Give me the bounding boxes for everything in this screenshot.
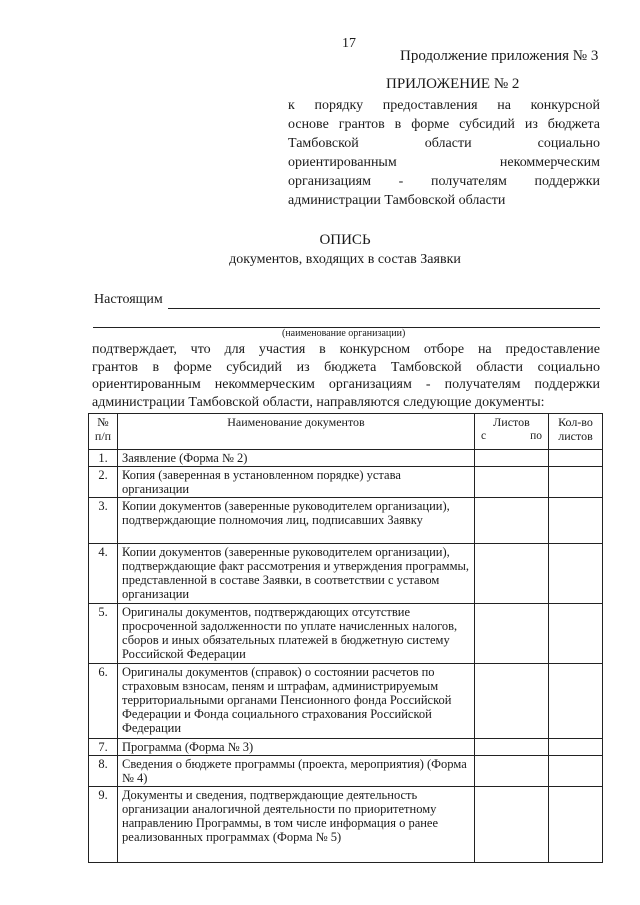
appendix-line: к порядку предоставления на конкурсной <box>288 98 600 113</box>
row-count-cell[interactable] <box>549 467 603 498</box>
row-sheets-cell[interactable] <box>475 756 549 787</box>
row-num: 1. <box>89 450 118 467</box>
continuation-note: Продолжение приложения № 3 <box>400 48 599 64</box>
appendix-title: ПРИЛОЖЕНИЕ № 2 <box>386 76 520 92</box>
documents-table <box>88 413 603 863</box>
row-count-cell[interactable] <box>549 787 603 863</box>
row-count-cell[interactable] <box>549 739 603 756</box>
row-count-cell[interactable] <box>549 544 603 604</box>
table-row <box>89 787 603 863</box>
row-name: Программа (Форма № 3) <box>118 739 475 756</box>
row-count-cell[interactable] <box>549 756 603 787</box>
row-sheets-cell[interactable] <box>475 544 549 604</box>
row-num: 5. <box>89 604 118 664</box>
table-row <box>89 756 603 787</box>
row-num: 4. <box>89 544 118 604</box>
row-num: 6. <box>89 664 118 739</box>
row-sheets-cell[interactable] <box>475 450 549 467</box>
document-title: ОПИСЬ <box>319 232 371 248</box>
appendix-line: основе грантов в форме субсидий из бюджета <box>288 117 600 132</box>
document-subtitle: документов, входящих в состав Заявки <box>229 252 461 267</box>
row-num: 3. <box>89 498 118 544</box>
organization-name-caption: (наименование организации) <box>282 328 406 339</box>
appendix-line: ориентированным некоммерческим <box>288 155 600 170</box>
header-sheets-label: Листов <box>493 415 530 429</box>
intro-line: администрации Тамбовской области, направляются следующие документы: <box>92 394 545 410</box>
intro-line: ориентированным некоммерческим организациям - получателям поддержки <box>92 377 600 392</box>
row-name: Сведения о бюджете программы (проекта, мероприятия) (Форма № 4) <box>118 756 475 787</box>
row-name: Копии документов (заверенные руководителем организации), подтверждающие факт рассмотрения и утверждения программы, представленной в составе Заявки, в соответствии с уставом организации <box>118 544 475 604</box>
page-number: 17 <box>342 36 356 51</box>
row-name: Оригиналы документов (справок) о состоянии расчетов по страховым взносам, пеням и штрафам, администрируемым территориальными органами Пенсионного фонда Российской Федерации и Фонда социального страхования Российской Федерации <box>118 664 475 739</box>
row-count-cell[interactable] <box>549 498 603 544</box>
row-sheets-cell[interactable] <box>475 787 549 863</box>
table-row <box>89 664 603 739</box>
row-num: 9. <box>89 787 118 863</box>
appendix-line: администрации Тамбовской области <box>288 193 506 208</box>
row-num: 8. <box>89 756 118 787</box>
header-sheets-to: по <box>530 430 542 442</box>
row-sheets-cell[interactable] <box>475 498 549 544</box>
row-count-cell[interactable] <box>549 604 603 664</box>
row-sheets-cell[interactable] <box>475 664 549 739</box>
row-name: Копии документов (заверенные руководителем организации), подтверждающие полномочия лиц, подписавших Заявку <box>118 498 475 544</box>
organization-name-line[interactable] <box>168 308 600 309</box>
intro-line: грантов в форме субсидий из бюджета Тамбовской области социально <box>92 359 600 375</box>
intro-line: подтверждает, что для участия в конкурсном отборе на предоставление <box>92 342 600 357</box>
row-sheets-cell[interactable] <box>475 739 549 756</box>
row-num: 7. <box>89 739 118 756</box>
intro-paragraph <box>92 341 600 411</box>
row-count-cell[interactable] <box>549 450 603 467</box>
table-row <box>89 450 603 467</box>
header-count: Кол-во листов <box>549 414 603 450</box>
appendix-line: Тамбовской области социально <box>288 136 600 151</box>
row-name: Документы и сведения, подтверждающие деятельность организации аналогичной деятельности по приоритетному направлению Программы, в том числе информация о ранее реализованных программах (Форма № 5) <box>118 787 475 863</box>
header-sheets-from: с <box>481 430 487 442</box>
hereby-label: Настоящим <box>94 292 163 307</box>
row-sheets-cell[interactable] <box>475 604 549 664</box>
row-num: 2. <box>89 467 118 498</box>
table-row <box>89 604 603 664</box>
appendix-line: организациям - получателям поддержки <box>288 174 600 189</box>
table-row <box>89 544 603 604</box>
header-num: № п/п <box>89 414 118 450</box>
appendix-description <box>288 96 600 210</box>
table-row <box>89 498 603 544</box>
row-name: Заявление (Форма № 2) <box>118 450 475 467</box>
header-sheets <box>475 414 549 450</box>
row-name: Копия (заверенная в установленном порядке) устава организации <box>118 467 475 498</box>
row-sheets-cell[interactable] <box>475 467 549 498</box>
table-row <box>89 467 603 498</box>
table-row <box>89 739 603 756</box>
header-name: Наименование документов <box>118 414 475 450</box>
row-name: Оригиналы документов, подтверждающих отсутствие просроченной задолженности по уплате начисленных налогов, сборов и иных обязательных платежей в бюджетную систему Российской Федерации <box>118 604 475 664</box>
row-count-cell[interactable] <box>549 664 603 739</box>
